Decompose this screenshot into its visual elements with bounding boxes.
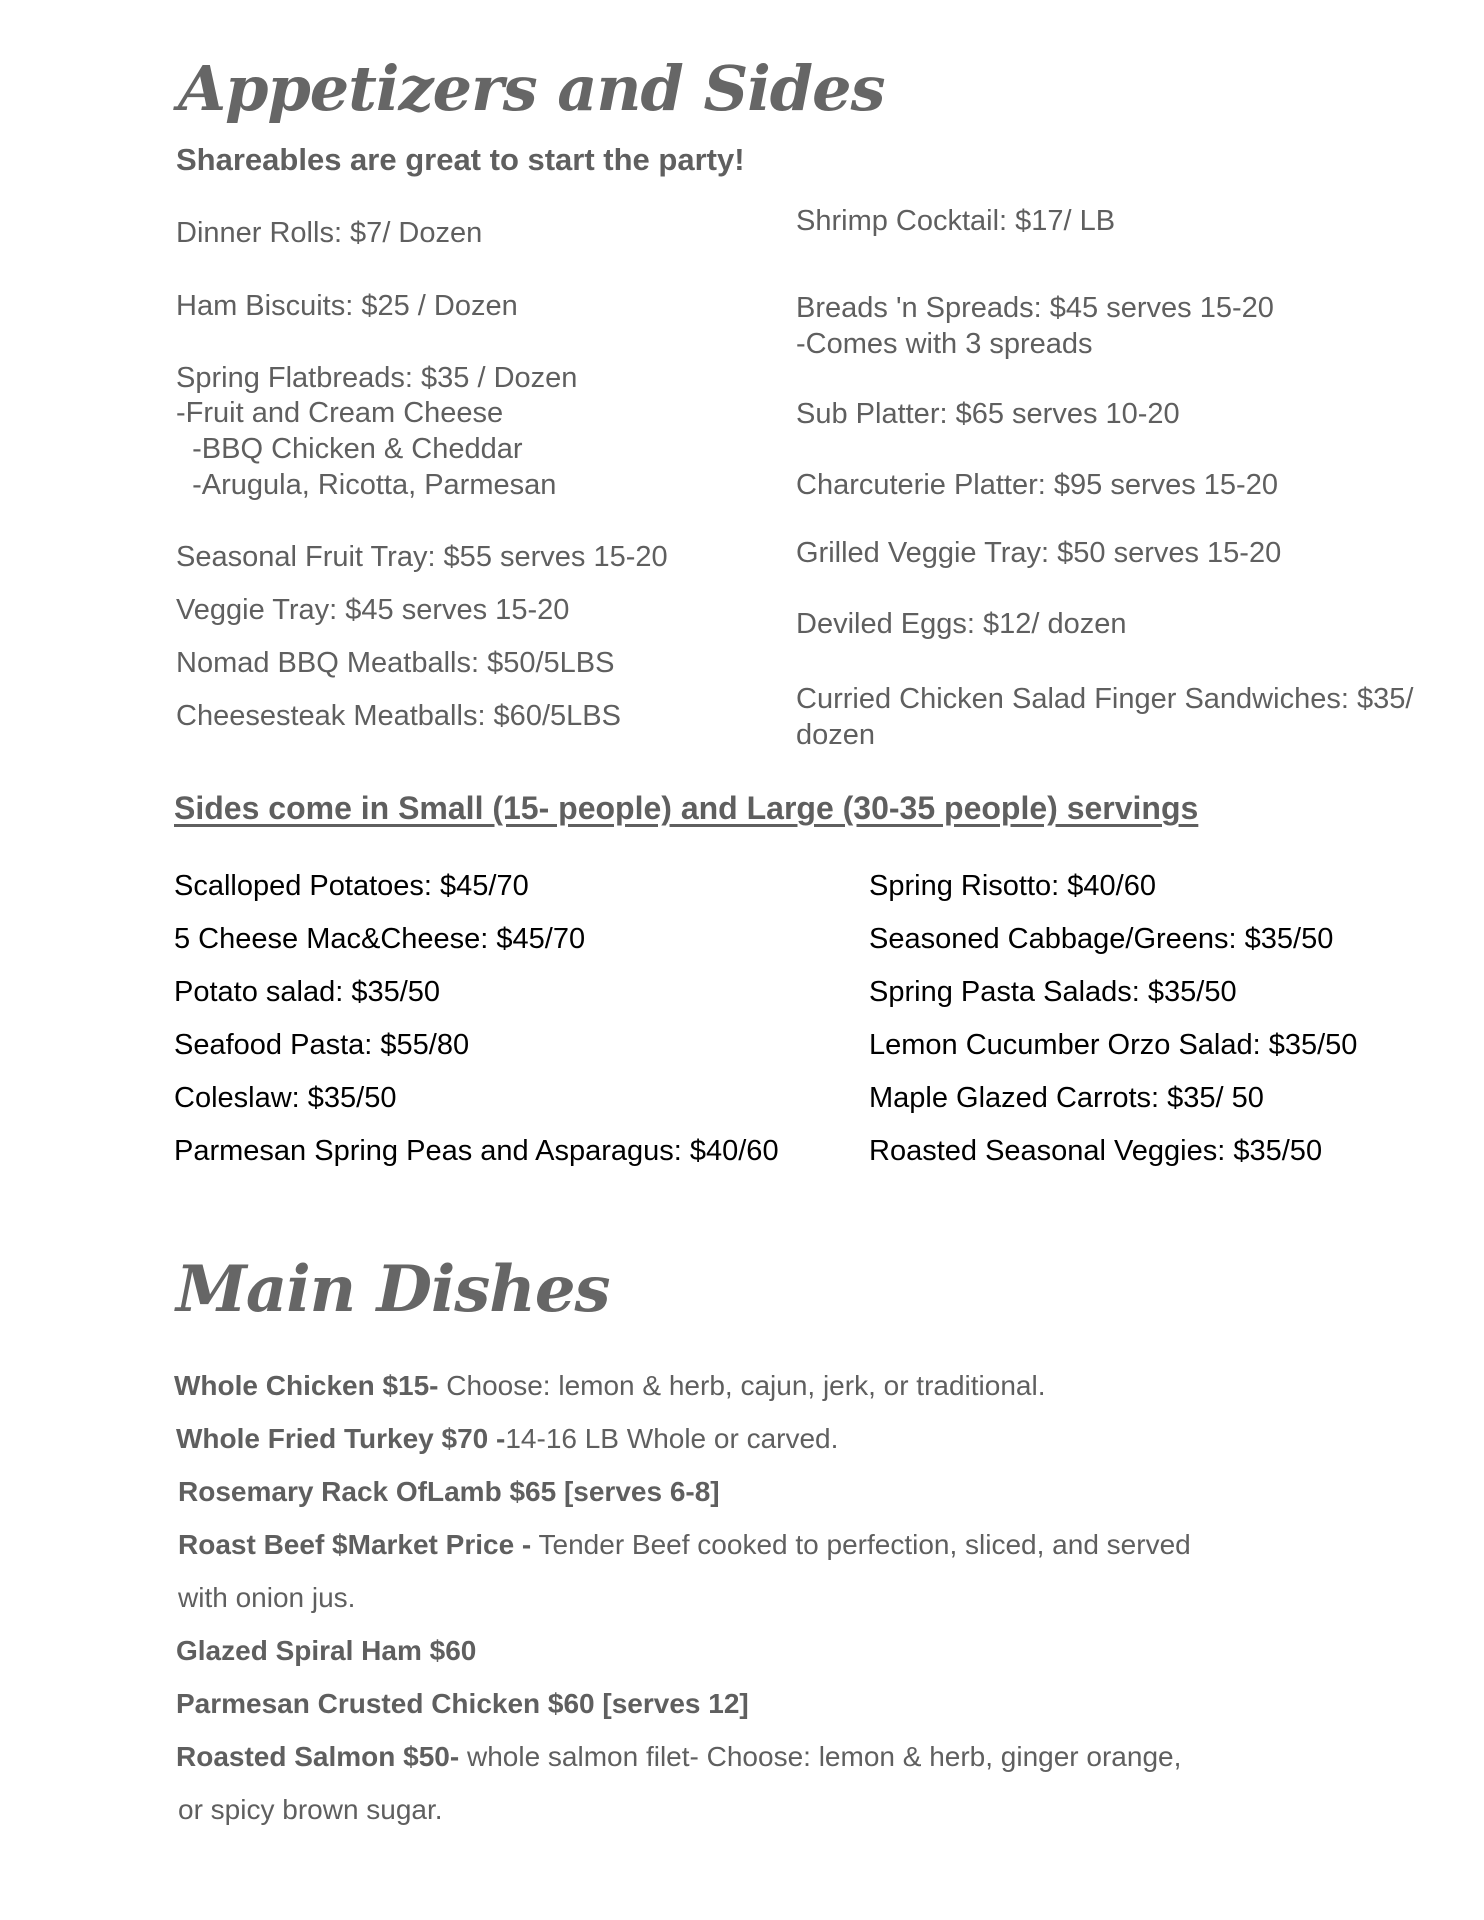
side-item: Seafood Pasta: $55/80	[174, 1029, 470, 1061]
main-item-desc: Choose: lemon & herb, cajun, jerk, or traditional.	[438, 1370, 1046, 1401]
appetizers-heading: Appetizers and Sides	[178, 52, 885, 125]
menu-item-option: -BBQ Chicken & Cheddar	[176, 433, 523, 465]
appetizers-subheading: Shareables are great to start the party!	[176, 142, 745, 177]
menu-item: Seasonal Fruit Tray: $55 serves 15-20	[176, 541, 668, 573]
main-item-desc: whole salmon filet- Choose: lemon & herb, ginger orange,	[459, 1741, 1182, 1772]
menu-item: Veggie Tray: $45 serves 15-20	[176, 594, 570, 626]
main-item-name: Whole Fried Turkey $70 -	[176, 1423, 506, 1454]
side-item: Lemon Cucumber Orzo Salad: $35/50	[869, 1029, 1358, 1061]
main-item-name: Roast Beef $Market Price -	[178, 1529, 532, 1560]
main-item-name: Glazed Spiral Ham $60	[176, 1635, 477, 1666]
menu-item: Ham Biscuits: $25 / Dozen	[176, 290, 518, 322]
menu-item-option: -Comes with 3 spreads	[796, 328, 1093, 360]
main-item-continued	[178, 1794, 443, 1826]
menu-item-option: -Fruit and Cream Cheese	[176, 397, 504, 429]
menu-item: Cheesesteak Meatballs: $60/5LBS	[176, 700, 621, 732]
side-item: Spring Risotto: $40/60	[869, 870, 1156, 902]
side-item: Coleslaw: $35/50	[174, 1082, 397, 1114]
menu-item: Curried Chicken Salad Finger Sandwiches: $35/	[796, 683, 1414, 715]
main-item-desc: with onion jus.	[178, 1582, 356, 1613]
main-item-continued	[178, 1582, 355, 1614]
side-item: Roasted Seasonal Veggies: $35/50	[869, 1135, 1323, 1167]
side-item: Parmesan Spring Peas and Asparagus: $40/60	[174, 1135, 779, 1167]
side-item: Seasoned Cabbage/Greens: $35/50	[869, 923, 1334, 955]
sides-heading: Sides come in Small (15- people) and Large (30-35 people) servings	[174, 790, 1199, 826]
menu-item: Shrimp Cocktail: $17/ LB	[796, 205, 1116, 237]
menu-item: Breads 'n Spreads: $45 serves 15-20	[796, 292, 1274, 324]
main-item-desc: or spicy brown sugar.	[178, 1794, 443, 1825]
menu-item: Dinner Rolls: $7/ Dozen	[176, 217, 483, 249]
side-item: 5 Cheese Mac&Cheese: $45/70	[174, 923, 586, 955]
side-item: Scalloped Potatoes: $45/70	[174, 870, 529, 902]
menu-item: Grilled Veggie Tray: $50 serves 15-20	[796, 537, 1282, 569]
main-item	[176, 1741, 1181, 1773]
menu-item: Nomad BBQ Meatballs: $50/5LBS	[176, 647, 615, 679]
main-item	[178, 1529, 1191, 1561]
menu-item-option: -Arugula, Ricotta, Parmesan	[176, 469, 557, 501]
side-item: Spring Pasta Salads: $35/50	[869, 976, 1237, 1008]
main-item-name: Whole Chicken $15-	[174, 1370, 439, 1401]
main-item-name: Parmesan Crusted Chicken $60 [serves 12]	[176, 1688, 749, 1719]
side-item: Potato salad: $35/50	[174, 976, 441, 1008]
menu-item: dozen	[796, 719, 876, 751]
main-item-desc: Tender Beef cooked to perfection, sliced, and served	[531, 1529, 1191, 1560]
menu-item: Deviled Eggs: $12/ dozen	[796, 608, 1127, 640]
side-item: Maple Glazed Carrots: $35/ 50	[869, 1082, 1264, 1114]
menu-item: Sub Platter: $65 serves 10-20	[796, 398, 1180, 430]
main-item	[176, 1635, 476, 1667]
main-item	[176, 1423, 838, 1455]
main-dishes-heading: Main Dishes	[176, 1252, 610, 1327]
main-item	[174, 1370, 1046, 1402]
main-item-desc: 14-16 LB Whole or carved.	[505, 1423, 839, 1454]
menu-item: Charcuterie Platter: $95 serves 15-20	[796, 469, 1278, 501]
menu-item: Spring Flatbreads: $35 / Dozen	[176, 362, 578, 394]
main-item-name: Rosemary Rack OfLamb $65 [serves 6-8]	[178, 1476, 720, 1507]
main-item	[178, 1476, 720, 1508]
main-item	[176, 1688, 749, 1720]
main-item-name: Roasted Salmon $50-	[176, 1741, 460, 1772]
